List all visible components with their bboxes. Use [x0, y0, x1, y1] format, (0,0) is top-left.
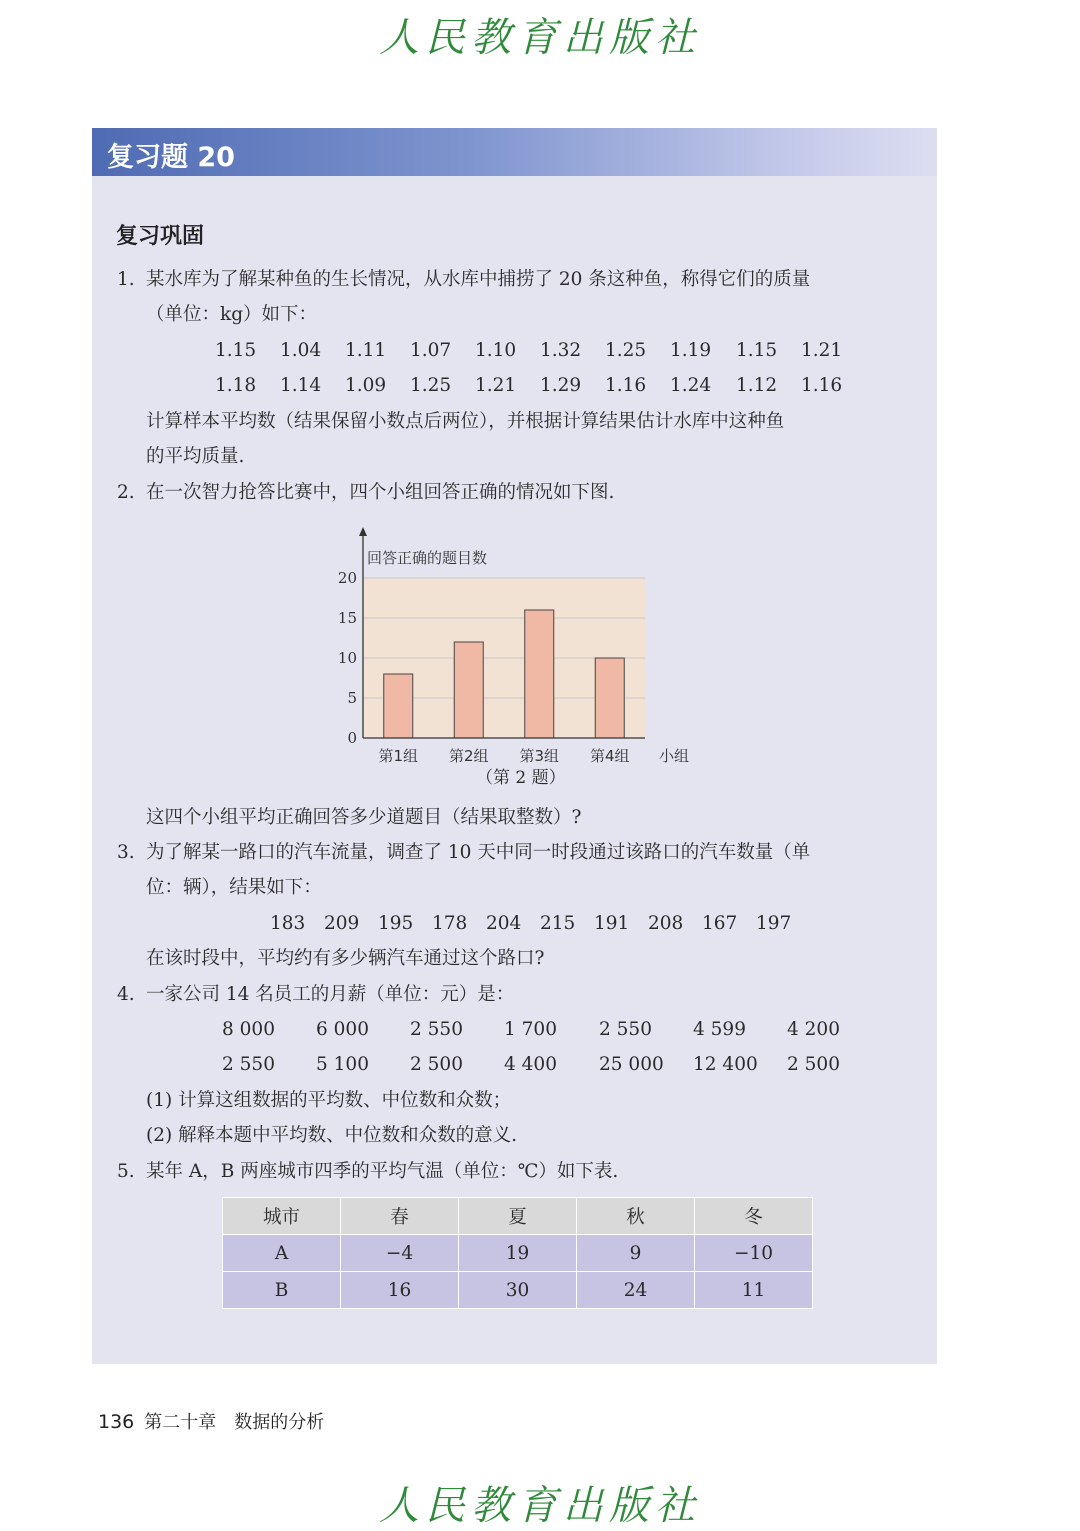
- value: 2 550: [599, 1019, 652, 1040]
- table-cell: −4: [341, 1235, 459, 1272]
- y-tick-labels: [338, 569, 357, 747]
- x-tick-label: 第1组: [378, 747, 419, 765]
- table-header-cell: 城市: [223, 1198, 341, 1235]
- q1-line3: 计算样本平均数（结果保留小数点后两位），并根据计算结果估计水库中这种鱼: [146, 411, 785, 432]
- value: 1.15: [736, 340, 778, 361]
- q4-sub1: (1) 计算这组数据的平均数、中位数和众数；: [146, 1090, 512, 1111]
- value: 2 550: [410, 1019, 463, 1040]
- table-cell: 19: [459, 1235, 577, 1272]
- y-tick-label: 0: [347, 729, 357, 747]
- value: 1.16: [801, 375, 843, 396]
- value: 1.25: [410, 375, 452, 396]
- x-tick-label: 第3组: [519, 747, 560, 765]
- q3-line2: 位：辆），结果如下：: [146, 877, 322, 898]
- q1-line1: 某水库为了解某种鱼的生长情况，从水库中捕捞了 20 条这种鱼，称得它们的质量: [146, 269, 811, 290]
- q5-number: 5.: [117, 1161, 135, 1182]
- value: 167: [702, 913, 738, 934]
- table-header-cell: 冬: [695, 1198, 813, 1235]
- q4-number: 4.: [117, 984, 135, 1005]
- table-cell: −10: [695, 1235, 813, 1272]
- q1-number: 1.: [117, 269, 135, 290]
- q1-line2: （单位：kg）如下：: [146, 304, 318, 325]
- q3-number: 3.: [117, 842, 135, 863]
- value: 1 700: [504, 1019, 557, 1040]
- q4-sub2: (2) 解释本题中平均数、中位数和众数的意义.: [146, 1125, 517, 1146]
- value: 2 500: [787, 1054, 840, 1075]
- x-axis-label: 小组: [659, 747, 690, 765]
- chart-caption: （第 2 题）: [476, 768, 566, 788]
- value: 195: [378, 913, 414, 934]
- q2-number: 2.: [117, 482, 135, 503]
- q4-line1: 一家公司 14 名员工的月薪（单位：元）是：: [146, 984, 515, 1005]
- x-tick-labels: [378, 747, 629, 765]
- y-tick-label: 10: [337, 649, 357, 667]
- table-header-cell: 秋: [577, 1198, 695, 1235]
- value: 215: [540, 913, 576, 934]
- value: 1.25: [605, 340, 647, 361]
- value: 2 500: [410, 1054, 463, 1075]
- value: 4 599: [693, 1019, 746, 1040]
- value: 2 550: [222, 1054, 275, 1075]
- value: 1.32: [540, 340, 582, 361]
- value: 1.29: [540, 375, 582, 396]
- value: 191: [594, 913, 630, 934]
- value: 4 400: [504, 1054, 557, 1075]
- q3-line3: 在该时段中，平均约有多少辆汽车通过这个路口?: [146, 948, 545, 969]
- table-cell: 11: [695, 1272, 813, 1309]
- value: 25 000: [599, 1054, 664, 1075]
- table-cell: B: [223, 1272, 341, 1309]
- table-cell: 9: [577, 1235, 695, 1272]
- q2-line1: 在一次智力抢答比赛中，四个小组回答正确的情况如下图.: [146, 482, 615, 503]
- table-cell: 24: [577, 1272, 695, 1309]
- y-axis-label: 回答正确的题目数: [367, 549, 488, 567]
- y-axis-arrow: [359, 527, 367, 536]
- page-footer: [98, 1408, 324, 1434]
- value: 208: [648, 913, 684, 934]
- table-row: [223, 1235, 813, 1272]
- temperature-table: [222, 1197, 813, 1309]
- value: 1.19: [670, 340, 712, 361]
- value: 5 100: [316, 1054, 369, 1075]
- value: 178: [432, 913, 468, 934]
- bar-chart: [328, 525, 708, 795]
- value: 1.07: [410, 340, 452, 361]
- x-tick-label: 第4组: [589, 747, 630, 765]
- chapter-title: 数据的分析: [234, 1412, 325, 1433]
- table-cell: 16: [341, 1272, 459, 1309]
- y-tick-label: 15: [337, 609, 357, 627]
- section-banner: [92, 128, 937, 176]
- value: 197: [756, 913, 792, 934]
- bar: [525, 610, 554, 738]
- value: 1.15: [215, 340, 257, 361]
- q1-line4: 的平均质量.: [146, 446, 245, 467]
- table-row: [223, 1272, 813, 1309]
- table-header-cell: 夏: [459, 1198, 577, 1235]
- bar: [595, 658, 624, 738]
- value: 1.14: [280, 375, 322, 396]
- bar: [454, 642, 483, 738]
- publisher-logo-bottom: 人民教育出版社: [379, 1483, 701, 1529]
- value: 1.09: [345, 375, 387, 396]
- value: 1.21: [475, 375, 517, 396]
- y-tick-label: 5: [347, 689, 357, 707]
- table-cell: 30: [459, 1272, 577, 1309]
- value: 8 000: [222, 1019, 275, 1040]
- value: 1.10: [475, 340, 517, 361]
- q5-line1: 某年 A，B 两座城市四季的平均气温（单位：℃）如下表.: [146, 1161, 619, 1182]
- value: 12 400: [693, 1054, 758, 1075]
- value: 1.18: [215, 375, 257, 396]
- value: 183: [270, 913, 306, 934]
- value: 4 200: [787, 1019, 840, 1040]
- q3-line1: 为了解某一路口的汽车流量，调查了 10 天中同一时段通过该路口的汽车数量（单: [146, 842, 811, 863]
- value: 204: [486, 913, 522, 934]
- table-header-row: [223, 1198, 813, 1235]
- page-number: 136: [98, 1411, 135, 1433]
- value: 1.12: [736, 375, 778, 396]
- bar: [384, 674, 413, 738]
- value: 1.04: [280, 340, 322, 361]
- publisher-logo-top: 人民教育出版社: [379, 15, 701, 61]
- value: 6 000: [316, 1019, 369, 1040]
- value: 1.24: [670, 375, 712, 396]
- x-tick-label: 第2组: [448, 747, 489, 765]
- banner-title: 复习题 20: [107, 142, 235, 173]
- q2-question: 这四个小组平均正确回答多少道题目（结果取整数）?: [146, 807, 582, 828]
- value: 209: [324, 913, 360, 934]
- value: 1.11: [345, 340, 387, 361]
- section-title: 复习巩固: [116, 224, 205, 249]
- value: 1.16: [605, 375, 647, 396]
- value: 1.21: [801, 340, 843, 361]
- chapter-number: 第二十章: [144, 1412, 217, 1433]
- table-cell: A: [223, 1235, 341, 1272]
- table-header-cell: 春: [341, 1198, 459, 1235]
- y-tick-label: 20: [337, 569, 357, 587]
